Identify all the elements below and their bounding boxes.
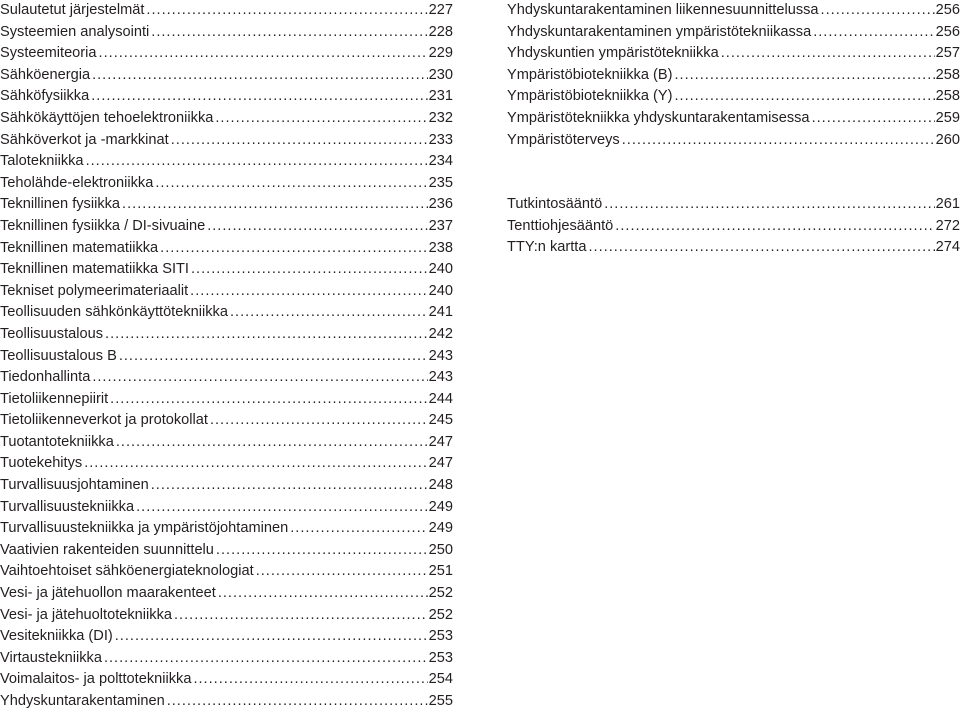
toc-entry bbox=[0, 43, 453, 65]
toc-entry-page: 249 bbox=[428, 498, 453, 515]
dot-leader bbox=[160, 238, 427, 260]
toc-entry-page: 255 bbox=[428, 693, 453, 709]
dot-leader bbox=[119, 346, 428, 368]
dot-leader bbox=[151, 475, 428, 497]
toc-entry-title: Vaihtoehtoiset sähköenergiateknologiat bbox=[0, 563, 254, 580]
toc-entry-title: Tiedonhallinta bbox=[0, 369, 91, 386]
toc-entry-page: 229 bbox=[428, 45, 453, 62]
toc-entry bbox=[0, 432, 453, 454]
dot-leader bbox=[721, 43, 935, 65]
toc-entry-title: Turvallisuustekniikka bbox=[0, 498, 135, 515]
toc-entry bbox=[0, 518, 453, 540]
toc-entry-page: 258 bbox=[935, 66, 960, 83]
toc-entry-title: Teholähde-elektroniikka bbox=[0, 174, 154, 191]
toc-entry bbox=[0, 561, 453, 583]
dot-leader bbox=[155, 173, 427, 195]
toc-entry-title: Teollisuuden sähkönkäyttötekniikka bbox=[0, 304, 228, 321]
toc-entry-page: 251 bbox=[428, 563, 453, 580]
toc-entry-page: 274 bbox=[935, 239, 960, 256]
toc-entry bbox=[0, 108, 453, 130]
dot-leader bbox=[167, 691, 428, 713]
dot-leader bbox=[92, 367, 427, 389]
toc-entry-title: Tietoliikennepiirit bbox=[0, 390, 109, 407]
toc-entry-page: 252 bbox=[428, 606, 453, 623]
toc-entry-title: Tenttiohjesääntö bbox=[507, 217, 614, 234]
toc-entry bbox=[0, 302, 453, 324]
dot-leader bbox=[92, 65, 428, 87]
toc-entry-title: Teknillinen fysiikka bbox=[0, 196, 121, 213]
toc-entry-page: 249 bbox=[428, 520, 453, 537]
dot-leader bbox=[193, 669, 427, 691]
toc-entry-title: Sähköverkot ja -markkinat bbox=[0, 131, 169, 148]
toc-entry bbox=[0, 22, 453, 44]
toc-entry-page: 234 bbox=[428, 153, 453, 170]
toc-entry-page: 240 bbox=[428, 261, 453, 278]
dot-leader bbox=[99, 43, 428, 65]
toc-entry-title: TTY:n kartta bbox=[507, 239, 587, 256]
dot-leader bbox=[674, 65, 934, 87]
toc-entry-title: Ympäristöterveys bbox=[507, 131, 620, 148]
toc-entry bbox=[0, 605, 453, 627]
toc-entry-title: Yhdyskuntarakentaminen liikennesuunnittelussa bbox=[507, 2, 819, 18]
toc-entry-title: Systeemien analysointi bbox=[0, 23, 150, 40]
dot-leader bbox=[216, 540, 428, 562]
toc-entry bbox=[0, 540, 453, 562]
toc-entry-page: 253 bbox=[428, 628, 453, 645]
toc-entry-page: 231 bbox=[428, 88, 453, 105]
toc-entry-title: Tietoliikenneverkot ja protokollat bbox=[0, 412, 208, 429]
toc-entry bbox=[507, 130, 960, 152]
toc-entry-page: 244 bbox=[428, 390, 453, 407]
toc-entry-title: Teknillinen matematiikka SITI bbox=[0, 261, 189, 278]
toc-entry bbox=[507, 194, 960, 216]
toc-entry-page: 228 bbox=[428, 23, 453, 40]
toc-entry bbox=[0, 497, 453, 519]
toc-entry-page: 243 bbox=[428, 369, 453, 386]
dot-leader bbox=[674, 86, 934, 108]
toc-entry-page: 257 bbox=[935, 45, 960, 62]
toc-left-column bbox=[0, 0, 453, 713]
toc-entry-title: Vesitekniikka (DI) bbox=[0, 628, 113, 645]
toc-entry-page: 260 bbox=[935, 131, 960, 148]
toc-entry bbox=[0, 346, 453, 368]
toc-entry-title: Talotekniikka bbox=[0, 153, 84, 170]
toc-entry-page: 248 bbox=[428, 477, 453, 494]
toc-entry bbox=[0, 648, 453, 670]
toc-entry-title: Ympäristöbiotekniikka (B) bbox=[507, 66, 673, 83]
toc-entry bbox=[0, 691, 453, 713]
toc-entry-page: 241 bbox=[428, 304, 453, 321]
toc-entry bbox=[0, 259, 453, 281]
toc-entry-title: Virtaustekniikka bbox=[0, 649, 102, 666]
dot-leader bbox=[256, 561, 428, 583]
toc-entry-title: Yhdyskuntarakentaminen ympäristötekniikassa bbox=[507, 23, 812, 40]
toc-entry-page: 227 bbox=[428, 2, 453, 18]
toc-entry bbox=[0, 281, 453, 303]
toc-entry-title: Sähkökäyttöjen tehoelektroniikka bbox=[0, 109, 214, 126]
toc-entry-page: 247 bbox=[428, 455, 453, 472]
dot-leader bbox=[588, 237, 934, 259]
toc-entry bbox=[507, 22, 960, 44]
toc-entry-title: Voimalaitos- ja polttotekniikka bbox=[0, 671, 192, 688]
dot-leader bbox=[151, 22, 427, 44]
toc-entry bbox=[0, 86, 453, 108]
dot-leader bbox=[215, 108, 427, 130]
toc-entry bbox=[0, 173, 453, 195]
dot-leader bbox=[105, 324, 428, 346]
toc-entry-page: 233 bbox=[428, 131, 453, 148]
toc-entry bbox=[0, 410, 453, 432]
toc-entry-title: Yhdyskuntarakentaminen bbox=[0, 693, 165, 709]
toc-entry bbox=[0, 194, 453, 216]
toc-entry bbox=[0, 367, 453, 389]
dot-leader bbox=[86, 151, 428, 173]
toc-entry bbox=[507, 86, 960, 108]
toc-entry-title: Sulautetut järjestelmät bbox=[0, 2, 145, 18]
dot-leader bbox=[84, 453, 427, 475]
toc-entry-page: 242 bbox=[428, 325, 453, 342]
toc-entry-page: 232 bbox=[428, 109, 453, 126]
toc-entry-page: 237 bbox=[428, 217, 453, 234]
toc-entry-title: Ympäristöbiotekniikka (Y) bbox=[507, 88, 673, 105]
toc-entry-title: Ympäristötekniikka yhdyskuntarakentamisessa bbox=[507, 109, 810, 126]
toc-entry-page: 256 bbox=[935, 2, 960, 18]
section-spacer bbox=[507, 151, 960, 194]
toc-entry bbox=[0, 453, 453, 475]
toc-entry bbox=[0, 65, 453, 87]
toc-entry bbox=[507, 237, 960, 259]
toc-entry-page: 259 bbox=[935, 109, 960, 126]
dot-leader bbox=[110, 389, 427, 411]
dot-leader bbox=[122, 194, 428, 216]
toc-entry bbox=[507, 65, 960, 87]
toc-entry bbox=[0, 626, 453, 648]
toc-entry-page: 240 bbox=[428, 282, 453, 299]
toc-entry bbox=[507, 108, 960, 130]
toc-entry bbox=[0, 216, 453, 238]
dot-leader bbox=[812, 108, 935, 130]
dot-leader bbox=[191, 259, 428, 281]
toc-entry-title: Sähköenergia bbox=[0, 66, 91, 83]
dot-leader bbox=[174, 605, 428, 627]
toc-entry-title: Tutkintosääntö bbox=[507, 196, 603, 213]
dot-leader bbox=[615, 216, 934, 238]
toc-entry bbox=[507, 43, 960, 65]
toc-entry bbox=[0, 238, 453, 260]
dot-leader bbox=[116, 432, 428, 454]
toc-entry-page: 252 bbox=[428, 585, 453, 602]
dot-leader bbox=[171, 130, 428, 152]
toc-entry-title: Yhdyskuntien ympäristötekniikka bbox=[507, 45, 719, 62]
toc-entry bbox=[0, 130, 453, 152]
dot-leader bbox=[821, 0, 935, 22]
dot-leader bbox=[104, 648, 428, 670]
toc-entry bbox=[0, 0, 453, 22]
toc-entry-title: Teknillinen fysiikka / DI-sivuaine bbox=[0, 217, 206, 234]
toc-entry-page: 261 bbox=[935, 196, 960, 213]
toc-entry bbox=[0, 669, 453, 691]
toc-entry bbox=[0, 583, 453, 605]
toc-entry-page: 245 bbox=[428, 412, 453, 429]
dot-leader bbox=[115, 626, 428, 648]
toc-entry-title: Systeemiteoria bbox=[0, 45, 97, 62]
toc-entry bbox=[507, 0, 960, 22]
toc-entry-page: 272 bbox=[935, 217, 960, 234]
dot-leader bbox=[190, 281, 427, 303]
toc-entry-title: Tuotekehitys bbox=[0, 455, 83, 472]
toc-entry bbox=[507, 216, 960, 238]
toc-entry-title: Teknillinen matematiikka bbox=[0, 239, 159, 256]
toc-entry-page: 250 bbox=[428, 541, 453, 558]
toc-entry-page: 258 bbox=[935, 88, 960, 105]
toc-entry-title: Tuotantotekniikka bbox=[0, 433, 114, 450]
toc-entry-title: Turvallisuustekniikka ja ympäristöjohtaminen bbox=[0, 520, 289, 537]
dot-leader bbox=[290, 518, 427, 540]
toc-entry-title: Sähköfysiikka bbox=[0, 88, 90, 105]
toc-entry-title: Teollisuustalous bbox=[0, 325, 104, 342]
toc-entry-title: Vesi- ja jätehuoltotekniikka bbox=[0, 606, 172, 623]
toc-entry-title: Tekniset polymeerimateriaalit bbox=[0, 282, 189, 299]
toc-right-column bbox=[507, 0, 960, 259]
toc-entry-page: 238 bbox=[428, 239, 453, 256]
toc-entry-page: 236 bbox=[428, 196, 453, 213]
toc-entry bbox=[0, 475, 453, 497]
toc-entry-page: 230 bbox=[428, 66, 453, 83]
toc-entry-title: Turvallisuusjohtaminen bbox=[0, 477, 149, 494]
toc-entry bbox=[0, 151, 453, 173]
toc-entry-page: 247 bbox=[428, 433, 453, 450]
dot-leader bbox=[207, 216, 427, 238]
toc-entry-page: 253 bbox=[428, 649, 453, 666]
toc-entry-title: Vesi- ja jätehuollon maarakenteet bbox=[0, 585, 216, 602]
toc-entry-page: 235 bbox=[428, 174, 453, 191]
toc-entry-title: Teollisuustalous B bbox=[0, 347, 117, 364]
toc-entry-page: 243 bbox=[428, 347, 453, 364]
toc-entry-page: 256 bbox=[935, 23, 960, 40]
dot-leader bbox=[146, 0, 427, 22]
dot-leader bbox=[813, 22, 934, 44]
toc-entry bbox=[0, 324, 453, 346]
dot-leader bbox=[91, 86, 427, 108]
dot-leader bbox=[136, 497, 428, 519]
toc-entry bbox=[0, 389, 453, 411]
toc-entry-title: Vaativien rakenteiden suunnittelu bbox=[0, 541, 214, 558]
dot-leader bbox=[604, 194, 934, 216]
dot-leader bbox=[210, 410, 428, 432]
dot-leader bbox=[622, 130, 935, 152]
dot-leader bbox=[230, 302, 428, 324]
toc-entry-page: 254 bbox=[428, 671, 453, 688]
dot-leader bbox=[218, 583, 428, 605]
